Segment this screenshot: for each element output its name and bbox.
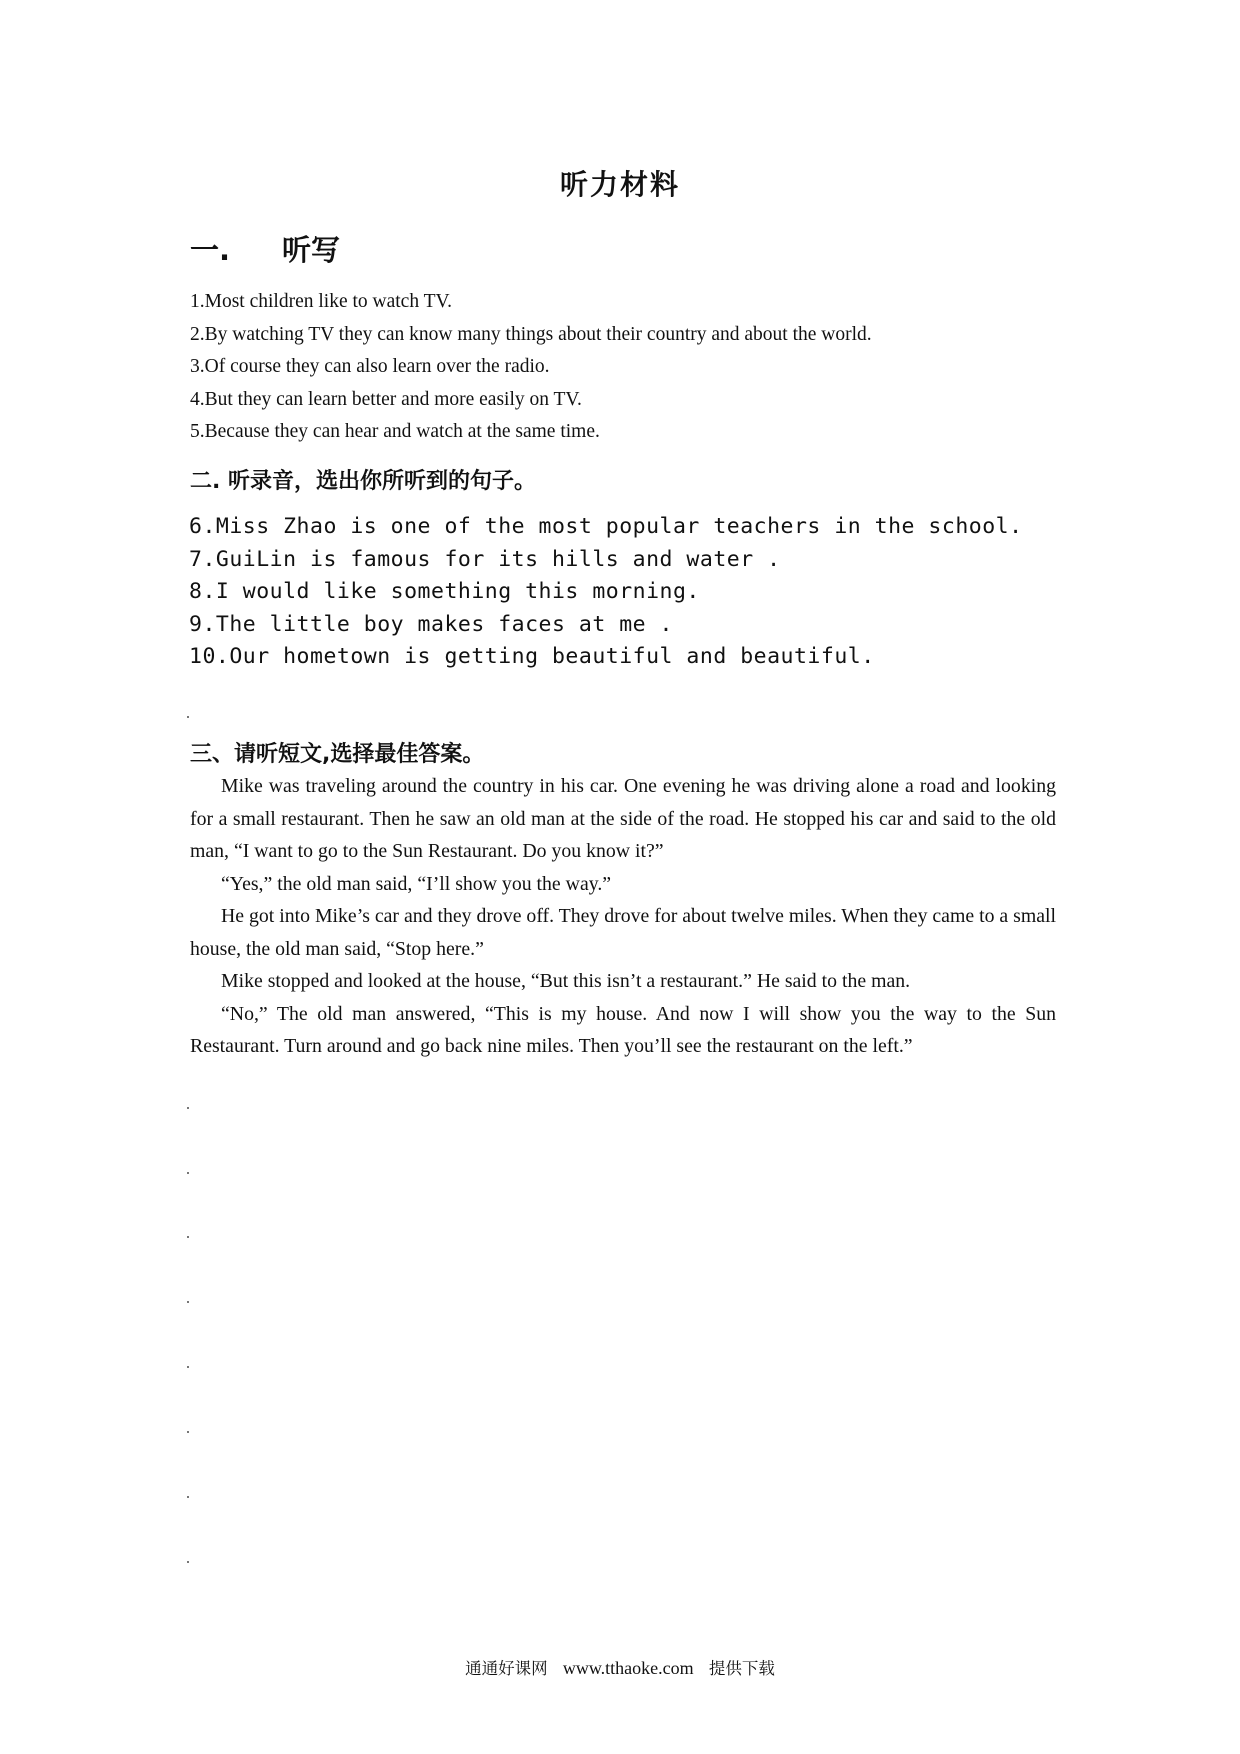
paragraph-mark (187, 1561, 189, 1563)
paragraph-mark (187, 1236, 189, 1238)
passage-paragraph-3: He got into Mike’s car and they drove off. They drove for about twelve miles. When they came to a small house, the old man said, “Stop here.” (190, 905, 1056, 960)
dictation-item-3: 3.Of course they can also learn over the radio. (190, 356, 550, 377)
passage-paragraph-4: Mike stopped and looked at the house, “But this isn’t a restaurant.” He said to the man. (221, 970, 911, 992)
dictation-list (190, 286, 872, 449)
paragraph-mark (187, 1107, 189, 1109)
passage-paragraph-2: “Yes,” the old man said, “I’ll show you the way.” (221, 872, 612, 895)
paragraph-mark (187, 1301, 189, 1303)
sentence-list (189, 511, 1023, 674)
sentence-item-6: 6.Miss Zhao is one of the most popular teachers in the school. (189, 514, 1023, 539)
paragraph-mark (187, 716, 189, 718)
section-1-heading (190, 228, 340, 269)
passage-paragraph-1: Mike was traveling around the country in his car. One evening he was driving alone a road and looking for a small restaurant. Then he saw an old man at the side of the road. He stopped his car and said to the old man, “I want to go to the Sun Restaurant. Do you know it?” (190, 775, 1056, 862)
section-1-title: 听写 (282, 233, 341, 267)
paragraph-mark (187, 1366, 189, 1368)
page-footer (0, 1655, 1240, 1679)
footer-suffix: 提供下载 (708, 1659, 775, 1678)
passage-paragraph-5: “No,” The old man answered, “This is my house. And now I will show you the way to the Sun Restaurant. Turn around and go back nine miles. Then you’ll see the restaurant on the left.” (190, 1002, 1056, 1057)
dictation-item-4: 4.But they can learn better and more easily on TV. (190, 388, 582, 410)
sentence-item-8: 8.I would like something this morning. (189, 579, 700, 605)
dictation-item-5: 5.Because they can hear and watch at the same time. (190, 421, 600, 442)
paragraph-mark (187, 1172, 189, 1174)
section-2-heading: 二. 听录音，选出你所听到的句子。 (190, 469, 537, 494)
section-1-number: 一. (190, 233, 231, 267)
listening-passage (190, 770, 1056, 1063)
footer-url: www.tthaoke.com (562, 1658, 694, 1678)
footer-site-name: 通通好课网 (465, 1659, 548, 1678)
dictation-item-1: 1.Most children like to watch TV. (190, 291, 452, 312)
section-3-heading: 三、请听短文,选择最佳答案。 (190, 742, 485, 767)
sentence-item-9: 9.The little boy makes faces at me . (189, 611, 673, 637)
sentence-item-7: 7.GuiLin is famous for its hills and water . (189, 546, 781, 572)
paragraph-mark (187, 1431, 189, 1433)
dictation-item-2: 2.By watching TV they can know many things about their country and about the world. (190, 323, 872, 345)
paragraph-mark (187, 1496, 189, 1498)
page-title: 听力材料 (559, 168, 680, 201)
sentence-item-10: 10.Our hometown is getting beautiful and beautiful. (189, 644, 875, 670)
